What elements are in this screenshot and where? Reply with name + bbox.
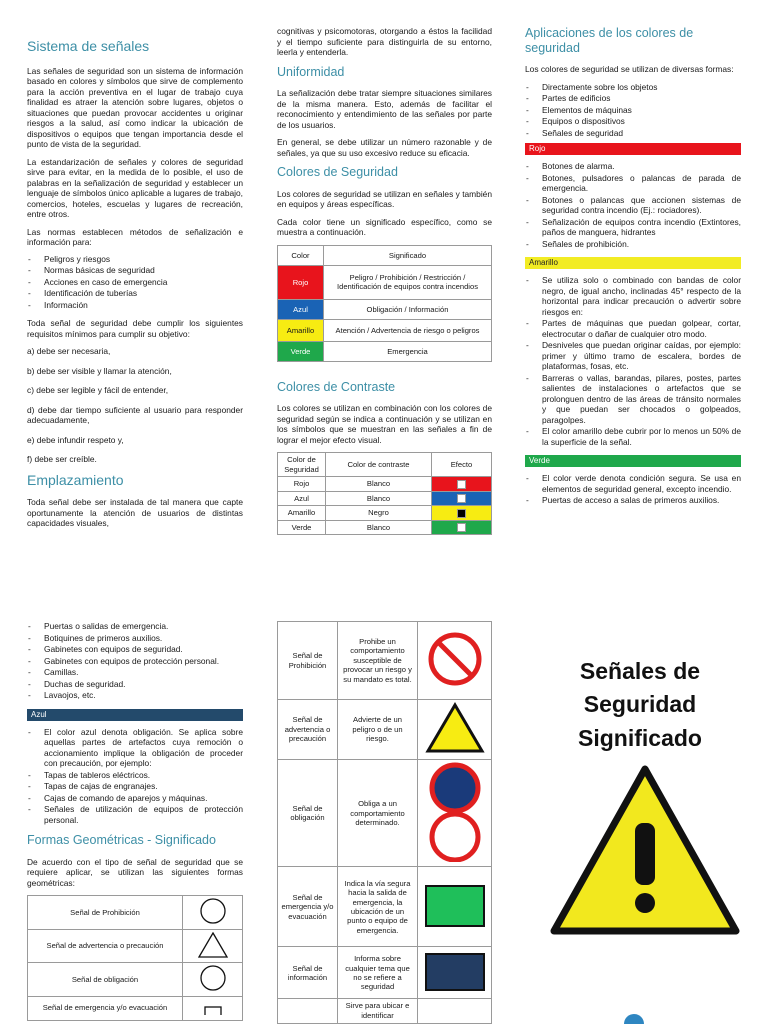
table-cell: Amarillo xyxy=(278,506,326,520)
table-row xyxy=(278,947,492,999)
list-item: - Desniveles que puedan originar caídas, por ejemplo: primer y último tramo de escalera, bordes de plataformas, fosas, etc. xyxy=(525,340,741,372)
paragraph: Los colores de seguridad se utilizan en señales y también en equipos y áreas específicas. xyxy=(277,188,492,210)
table-cell: Prohibe un comportamiento susceptible de provocar un riesgo y su mandato es total. xyxy=(338,622,418,700)
circle-outline-icon xyxy=(183,963,243,996)
table-row xyxy=(278,319,492,341)
table-header: Color de Seguridad xyxy=(278,453,326,477)
table-cell: Señal de emergencia y/o evacuación xyxy=(278,867,338,947)
list-item: - Lavaojos, etc. xyxy=(27,690,243,701)
table-row xyxy=(278,622,492,700)
table-cell: Informa sobre cualquier tema que no se refiere a seguridad xyxy=(338,947,418,999)
list-item: - Puertas de acceso a salas de primeros auxilios. xyxy=(525,495,741,506)
table-cell: Sirve para ubicar e identificar xyxy=(338,999,418,1024)
signals-table xyxy=(277,621,492,1024)
section-title-sistema: Sistema de señales xyxy=(27,38,150,54)
table-row xyxy=(278,867,492,947)
table-cell: Indica la vía segura hacia la salida de emergencia, la ubicación de un punto o equipo de emergencia. xyxy=(338,867,418,947)
list-item: - Peligros y riesgos xyxy=(27,254,243,265)
heading-bar-rojo: Rojo xyxy=(525,143,741,155)
heading-bar-verde: Verde xyxy=(525,455,741,467)
list-item: - Equipos o dispositivos xyxy=(525,116,741,127)
column-sistema-senales xyxy=(27,28,243,536)
table-cell: Azul xyxy=(278,491,326,505)
list-item: - Puertas o salidas de emergencia. xyxy=(27,621,243,632)
table-cell: Atención / Advertencia de riesgo o peligros xyxy=(324,319,492,341)
list-item: - Tapas de tableros eléctricos. xyxy=(27,770,243,781)
paragraph: En general, se debe utilizar un número razonable y de señales, ya que su uso excesivo reduce su eficacia. xyxy=(277,137,492,158)
table-row xyxy=(278,477,492,491)
paragraph: Toda señal de seguridad debe cumplir los siguientes requisitos mínimos para cumplir su objetivo: xyxy=(27,318,243,339)
table-cell: Señal de advertencia o precaución xyxy=(278,700,338,760)
table-cell: Señal de emergencia y/o evacuación xyxy=(28,996,183,1020)
list-item: - Identificación de tuberías xyxy=(27,288,243,299)
list-item: - Información xyxy=(27,300,243,311)
list-item: - Duchas de seguridad. xyxy=(27,679,243,690)
color-swatch-azul: Azul xyxy=(278,299,324,319)
list-rojo xyxy=(525,161,741,249)
section-title-formas: Formas Geométricas - Significado xyxy=(27,833,216,847)
warning-triangle-icon xyxy=(418,700,492,760)
column-uniformidad xyxy=(277,26,492,535)
list-item: - Señalización de equipos contra incendio (Extintores, paños de manguera, hidrantes xyxy=(525,217,741,238)
table-row xyxy=(28,929,243,962)
list-item: - Se utiliza solo o combinado con bandas de color negro, de igual ancho, inclinadas 45° respecto de la horizontal para indicar precaución o advertir sobre riesgos en: xyxy=(525,275,741,317)
list-verde-cont xyxy=(27,621,243,701)
table-row xyxy=(28,996,243,1020)
triangle-outline-icon xyxy=(183,929,243,962)
table-row xyxy=(278,299,492,319)
table-cell: Verde xyxy=(278,520,326,534)
requirement: f) debe ser creíble. xyxy=(27,454,97,464)
list-item: - Tapas de cajas de engranajes. xyxy=(27,781,243,792)
paragraph: Las señales de seguridad son un sistema de información basado en colores y símbolos que sirve de complemento para la acción preventiva en el lugar de trabajo cuya finalidad es atraer la atención sobre lugares, objetos o situaciones que puedan provocar accidentes u originar riesgos a la salud, así como indicar la ubicación de dispositivos o equipos que tengan importancia desde el punto de vista de la seguridad. xyxy=(27,65,243,149)
list-item: - Normas básicas de seguridad xyxy=(27,265,243,276)
cover-title-line: Significado xyxy=(578,724,702,751)
table-cell: Blanco xyxy=(326,520,432,534)
logo-icon xyxy=(622,1012,646,1024)
circle-outline-icon xyxy=(183,896,243,929)
cover-title-line: Señales de xyxy=(579,658,701,684)
table-cell: Peligro / Prohibición / Restricción / Identificación de equipos contra incendios xyxy=(324,265,492,299)
list-item: - Botones, pulsadores o palancas de parada de emergencia. xyxy=(525,173,741,194)
table-cell xyxy=(418,999,492,1024)
table-row xyxy=(278,520,492,534)
table-row xyxy=(28,963,243,996)
color-swatch-verde: Verde xyxy=(278,341,324,361)
effect-swatch-azul xyxy=(432,491,492,505)
paragraph: Las normas establecen métodos de señalización e información para: xyxy=(27,226,243,247)
table-cell: Emergencia xyxy=(324,341,492,361)
column-signals-table xyxy=(277,621,492,1024)
requirement: d) debe dar tiempo suficiente al usuario para responder adecuadamente, xyxy=(27,404,243,425)
list-item: - Directamente sobre los objetos xyxy=(525,82,741,93)
effect-swatch-amarillo xyxy=(432,506,492,520)
list-amarillo xyxy=(525,275,741,447)
table-header: Significado xyxy=(324,245,492,265)
list-verde xyxy=(525,473,741,506)
paragraph: La estandarización de señales y colores de seguridad sirve para evitar, en la medida de lo posible, el uso de palabras en la señalización de seguridad y establecer un lenguaje de símbolos único aplicable a lugares de trabajo, comercios, hoteles, escuelas y lugares de recreación, entre otros. xyxy=(27,156,243,219)
exclamation-warning-icon xyxy=(550,765,740,935)
section-title-uniformidad: Uniformidad xyxy=(277,64,345,79)
table-cell: Advierte de un peligro o de un riesgo. xyxy=(338,700,418,760)
list-item: - El color verde denota condición segura. Se usa en elementos de seguridad general, excepto incendio. xyxy=(525,473,741,494)
list-item: - Elementos de máquinas xyxy=(525,105,741,116)
table-cell: Obligación / Información xyxy=(324,299,492,319)
shapes-table xyxy=(27,895,243,1020)
effect-swatch-rojo xyxy=(432,477,492,491)
table-header: Color xyxy=(278,245,324,265)
list-item: - Gabinetes con equipos de protección personal. xyxy=(27,656,243,667)
list-item: - Barreras o vallas, barandas, pilares, postes, partes salientes de instalaciones o artefactos que se prolonguen dentro de las áreas de tránsito normales y que puedan ser chocados o golpeados, paragolpes. xyxy=(525,373,741,426)
list-normas xyxy=(27,254,243,311)
heading-bar-azul: Azul xyxy=(27,709,243,721)
section-title-colores-seguridad: Colores de Seguridad xyxy=(277,165,398,180)
table-row xyxy=(278,506,492,520)
green-square-icon xyxy=(418,867,492,947)
table-row xyxy=(278,700,492,760)
list-item: - El color amarillo debe cubrir por lo menos un 50% de la superficie de la señal. xyxy=(525,426,741,447)
table-cell: Señal de obligación xyxy=(278,760,338,867)
table-row xyxy=(278,341,492,361)
paragraph: Cada color tiene un significado específico, como se muestra a continuación. xyxy=(277,216,492,238)
cover-title xyxy=(540,655,740,755)
table-header: Efecto xyxy=(432,453,492,477)
effect-swatch-verde xyxy=(432,520,492,534)
requirement: c) debe ser legible y fácil de entender, xyxy=(27,385,169,395)
table-cell: Señal de Prohibición xyxy=(278,622,338,700)
cover-title-line: Seguridad xyxy=(583,691,697,718)
navy-rectangle-icon xyxy=(418,947,492,999)
table-header-row xyxy=(278,453,492,477)
section-title-emplazamiento: Emplazamiento xyxy=(27,471,124,488)
requirement: a) debe ser necesaria, xyxy=(27,346,111,356)
list-item: - Cajas de comando de aparejos y máquinas. xyxy=(27,793,243,804)
column-verde-azul-formas xyxy=(27,621,243,1021)
column-aplicaciones xyxy=(525,26,741,514)
list-item: - Gabinetes con equipos de seguridad. xyxy=(27,644,243,655)
table-cell xyxy=(278,999,338,1024)
color-swatch-rojo: Rojo xyxy=(278,265,324,299)
list-item: - Partes de edificios xyxy=(525,93,741,104)
obligation-circle-icon xyxy=(418,760,492,867)
table-row xyxy=(278,491,492,505)
color-swatch-amarillo: Amarillo xyxy=(278,319,324,341)
table-cell: Rojo xyxy=(278,477,326,491)
list-item: - Camillas. xyxy=(27,667,243,678)
list-azul xyxy=(27,727,243,826)
requirement: b) debe ser visible y llamar la atención, xyxy=(27,365,172,376)
list-item: - El color azul denota obligación. Se aplica sobre aquellas partes de artefactos cuya remoción o accionamiento implique la obligación de proceder con precaución, por ejemplo: xyxy=(27,727,243,769)
table-cell: Negro xyxy=(326,506,432,520)
section-title-aplicaciones: Aplicaciones de los colores de seguridad xyxy=(525,26,694,55)
list-item: - Señales de seguridad xyxy=(525,128,741,139)
list-item: - Botones de alarma. xyxy=(525,161,741,172)
table-cell: Señal de obligación xyxy=(28,963,183,996)
contrast-colors-table xyxy=(277,452,492,535)
paragraph: De acuerdo con el tipo de señal de seguridad que se requiere aplicar, se utilizan las siguientes formas geométricas: xyxy=(27,856,243,888)
table-header-row xyxy=(278,245,492,265)
list-item: - Partes de máquinas que puedan golpear, cortar, electrocutar o dañar de cualquier otro modo. xyxy=(525,318,741,339)
requirement: e) debe infundir respeto y, xyxy=(27,434,124,445)
table-cell: Señal de Prohibición xyxy=(28,896,183,929)
square-outline-icon xyxy=(183,996,243,1020)
prohibition-icon xyxy=(418,622,492,700)
table-header: Color de contraste xyxy=(326,453,432,477)
list-item: - Acciones en caso de emergencia xyxy=(27,277,243,288)
table-cell: Señal de información xyxy=(278,947,338,999)
paragraph: Toda señal debe ser instalada de tal manera que capte oportunamente la atención de usuarios de distintas capacidades visuales, xyxy=(27,497,243,528)
section-title-colores-contraste: Colores de Contraste xyxy=(277,379,396,394)
safety-colors-table xyxy=(277,245,492,362)
table-cell: Obliga a un comportamiento determinado. xyxy=(338,760,418,867)
paragraph: cognitivas y psicomotoras, otorgando a éstos la facilidad y el tiempo suficiente para distinguirla de su entorno, leerla y entenderla. xyxy=(277,26,492,57)
list-item: - Botones o palancas que accionen sistemas de seguridad contra incendio (Ej.: rociadores). xyxy=(525,195,741,216)
paragraph: Los colores se utilizan en combinación con los colores de seguridad según se indica a continuación y se utilizan en los símbolos que se muestran en las señales a fin de lograr el mejor efecto visual. xyxy=(277,403,492,445)
table-cell: Blanco xyxy=(326,491,432,505)
table-row xyxy=(278,999,492,1024)
table-row xyxy=(278,760,492,867)
list-item: - Señales de prohibición. xyxy=(525,239,741,250)
table-cell: Blanco xyxy=(326,477,432,491)
table-cell: Señal de advertencia o precaución xyxy=(28,929,183,962)
list-aplicaciones xyxy=(525,82,741,139)
heading-bar-amarillo: Amarillo xyxy=(525,257,741,269)
paragraph: Los colores de seguridad se utilizan de diversas formas: xyxy=(525,64,734,74)
list-item: - Botiquines de primeros auxilios. xyxy=(27,633,243,644)
table-row xyxy=(278,265,492,299)
paragraph: La señalización debe tratar siempre situaciones similares de la misma manera. Esto, además de facilitar el reconocimiento y entendimiento de las señales por parte de los usuarios. xyxy=(277,88,492,130)
table-row xyxy=(28,896,243,929)
list-item: - Señales de utilización de equipos de protección personal. xyxy=(27,804,243,825)
